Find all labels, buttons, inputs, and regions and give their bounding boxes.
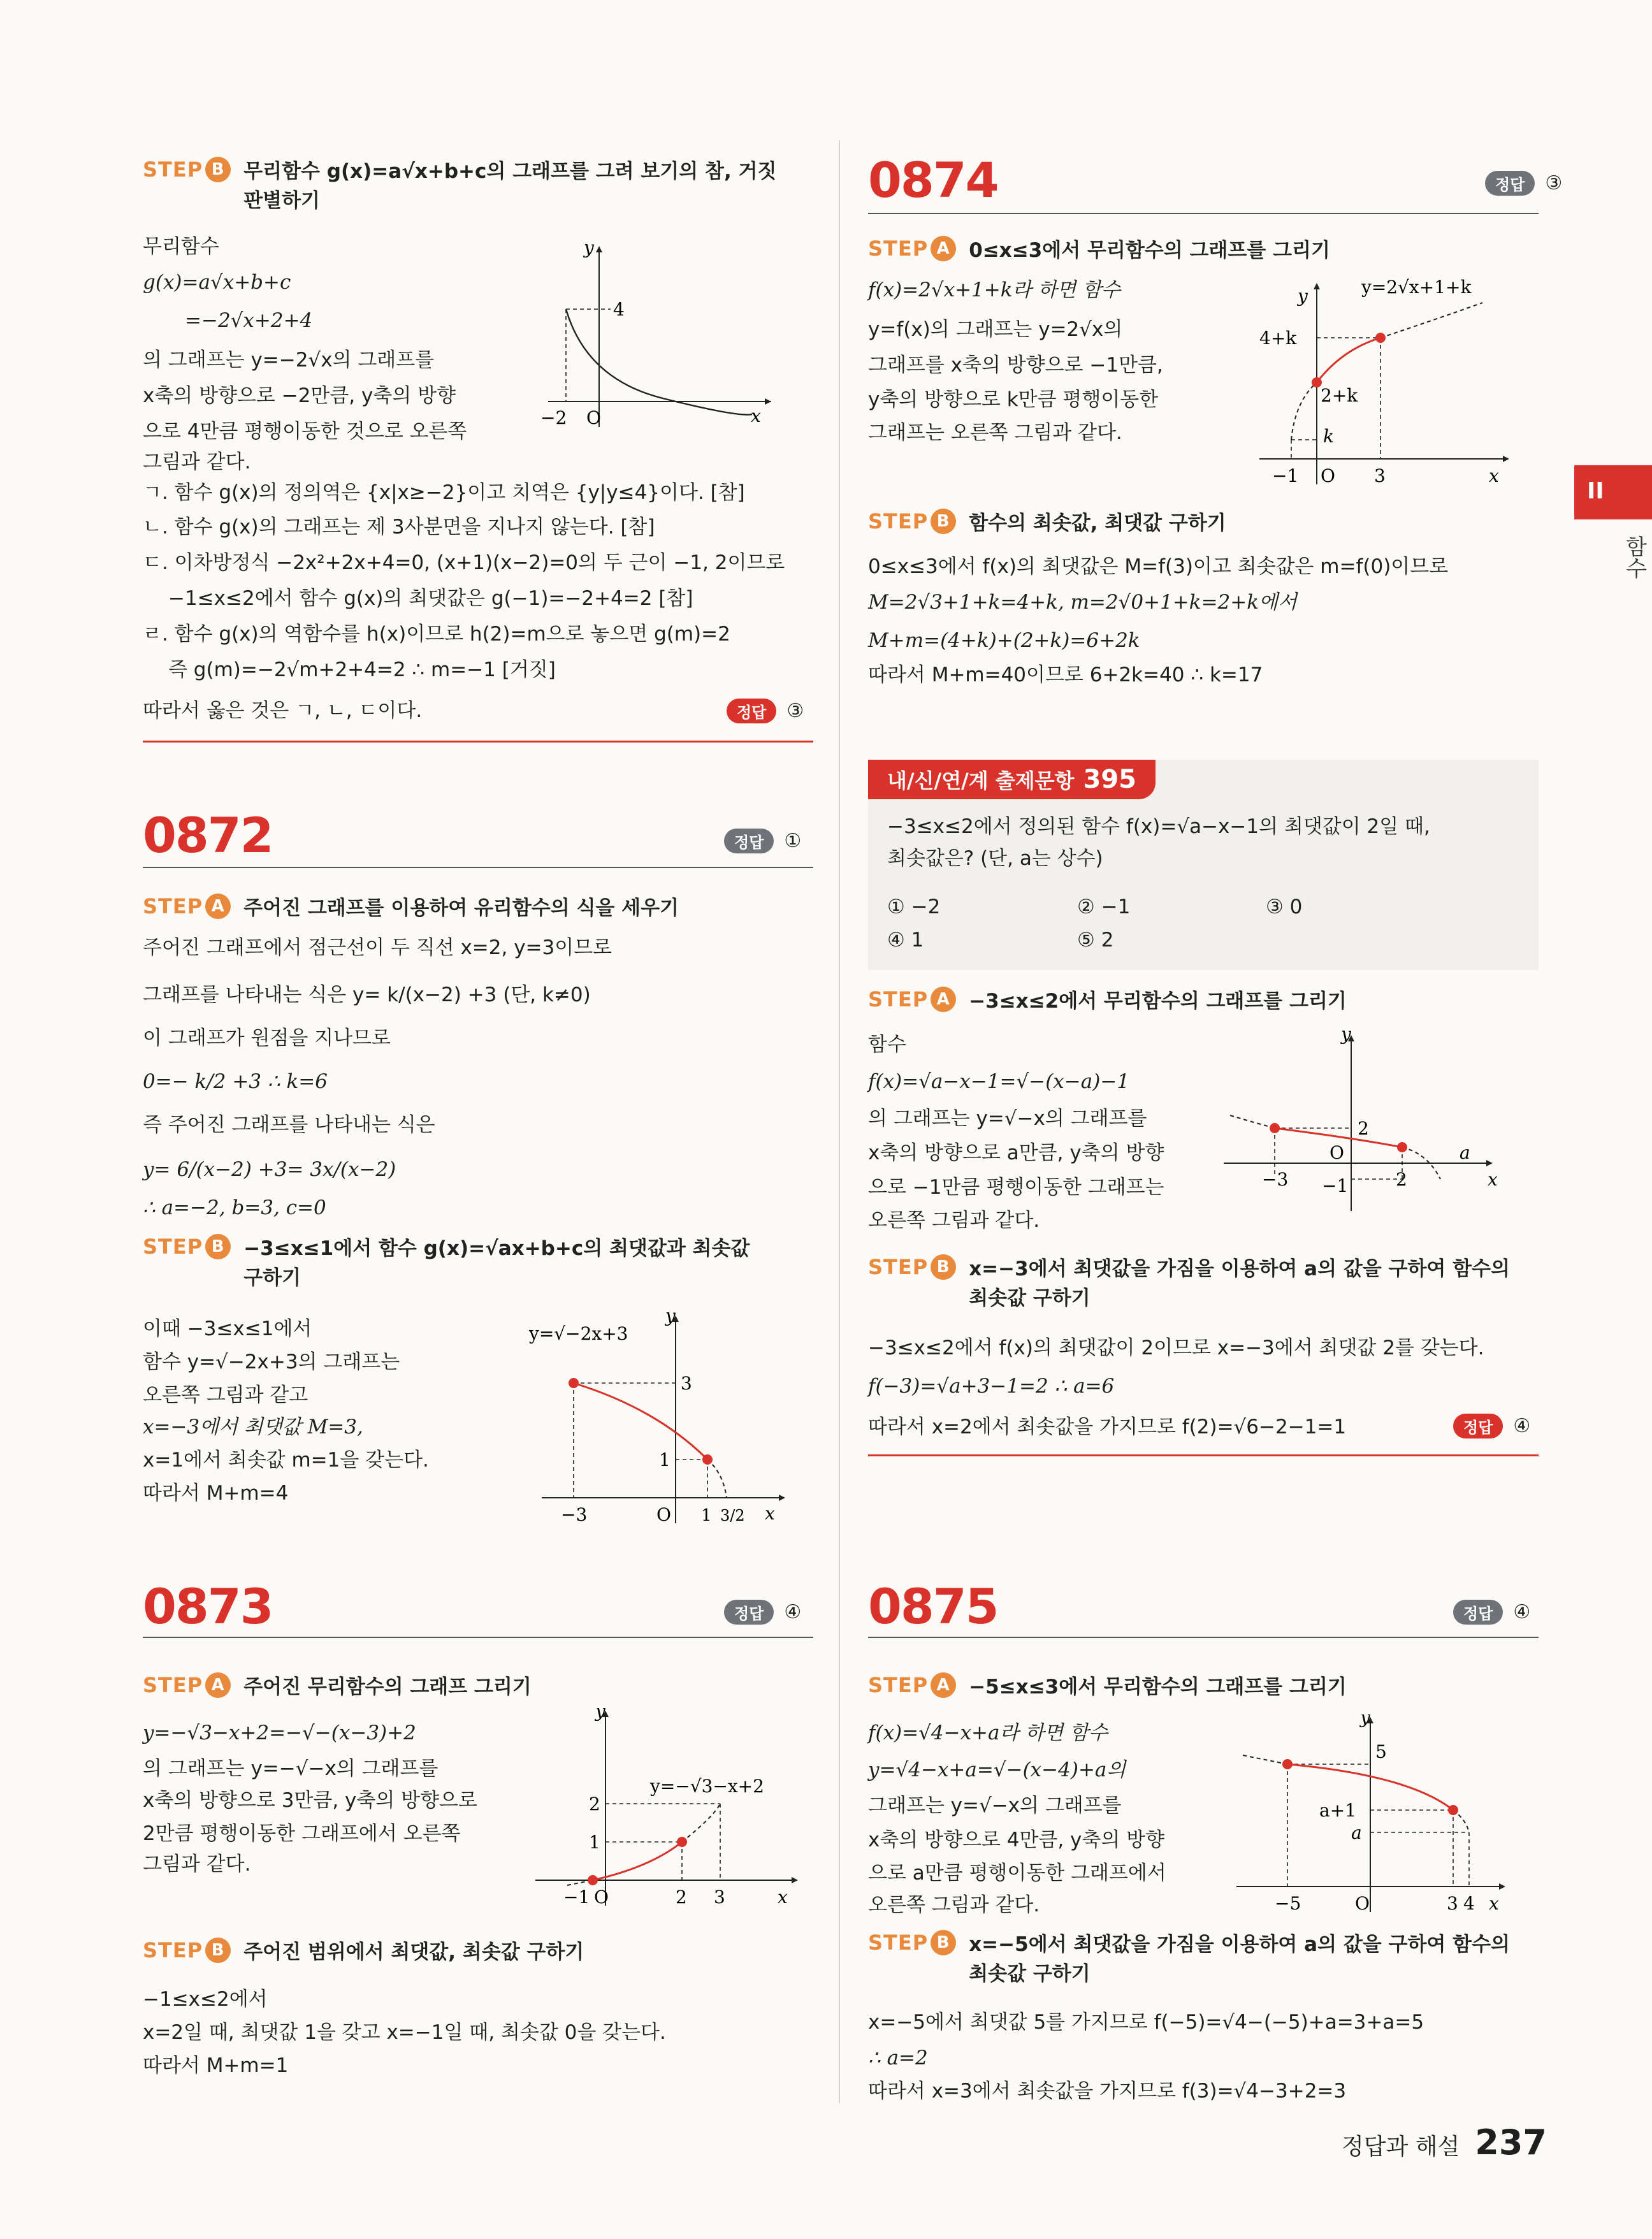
answer-badge: 정답 ③ (1485, 171, 1562, 196)
axis-x-label: x (1489, 465, 1499, 486)
tick-label: 3 (1374, 465, 1386, 486)
step-tag: STEP B (868, 1254, 956, 1280)
tick-label: 2 (676, 1887, 687, 1908)
curve-label: y=−√3−x+2 (650, 1776, 764, 1797)
answer-badge: 정답 ④ (1453, 1414, 1530, 1438)
step-title: −5≤x≤3에서 무리함수의 그래프를 그리기 (969, 1676, 1347, 1699)
text-line: 0≤x≤3에서 f(x)의 최댓값은 M=f(3)이고 최솟값은 m=f(0)이므로 (868, 555, 1449, 578)
tick-label: 3 (681, 1373, 692, 1394)
choice[interactable]: ⑤ 2 (1077, 929, 1114, 952)
step-title: x=−3에서 최댓값을 가짐을 이용하여 a의 값을 구하여 함수의 최솟값 구하기 (969, 1257, 1510, 1310)
formula-line: M=2√3+1+k=4+k, m=2√0+1+k=2+k에서 (868, 591, 1297, 614)
choice[interactable]: ④ 1 (887, 929, 924, 952)
text-line: 이 그래프가 원점을 지나므로 (143, 1027, 391, 1050)
step-tag: STEP A (143, 894, 231, 919)
p395-step-a (868, 987, 1347, 1016)
p0873-step-a (143, 1672, 532, 1702)
tick-label: 4 (613, 299, 625, 320)
tick-label: 3 (714, 1887, 725, 1908)
formula-line: ∴ a=−2, b=3, c=0 (143, 1196, 326, 1219)
footer-section: 정답과 해설 (1341, 2134, 1460, 2160)
formula-line: =−2√x+2+4 (185, 309, 313, 332)
formula-line: f(x)=√a−x−1=√−(x−a)−1 (868, 1070, 1130, 1093)
answer-badge: 정답 ③ (727, 699, 804, 723)
p395-step-b (868, 1254, 1510, 1313)
tick-label: a (1351, 1822, 1362, 1843)
formula-line: y=−√3−x+2=−√−(x−3)+2 (143, 1721, 416, 1744)
choice[interactable]: ③ 0 (1266, 895, 1303, 918)
p0875-step-b (868, 1930, 1510, 1989)
text-line: 오른쪽 그림과 같다. (868, 1894, 1040, 1917)
step-title: 0≤x≤3에서 무리함수의 그래프를 그리기 (969, 239, 1330, 262)
text-line: ㄷ. 이차방정식 −2x²+2x+4=0, (x+1)(x−2)=0의 두 근이 −1, 2이므로 (143, 551, 785, 574)
text-line: 의 그래프는 y=√−x의 그래프를 (868, 1107, 1147, 1130)
tick-label: a+1 (1319, 1800, 1356, 1821)
axis-x-label: x (778, 1887, 788, 1908)
tick-label: 5 (1375, 1741, 1387, 1762)
column-divider (839, 140, 840, 2103)
page-number: 237 (1475, 2122, 1547, 2163)
step-tag: STEP A (868, 236, 956, 261)
text-line: 의 그래프는 y=−√−x의 그래프를 (143, 1757, 438, 1780)
text-line: x축의 방향으로 3만큼, y축의 방향으로 (143, 1789, 477, 1812)
step-tag: STEP A (868, 987, 956, 1012)
text-line: x축의 방향으로 4만큼, y축의 방향 (868, 1829, 1165, 1851)
axis-y-label: y (1298, 286, 1308, 307)
formula-line: x=−3에서 최댓값 M=3, (143, 1416, 363, 1438)
text-line: −1≤x≤2에서 함수 g(x)의 최댓값은 g(−1)=−2+4=2 [참] (168, 587, 693, 610)
formula-line: y= 6/(x−2) +3= 3x/(x−2) (143, 1158, 396, 1181)
axis-y-label: y (1360, 1714, 1370, 1728)
text-line: 그래프는 오른쪽 그림과 같다. (868, 421, 1122, 444)
section-rule (143, 741, 813, 743)
text-line: 그래프를 나타내는 식은 y= k/(x−2) +3 (단, k≠0) (143, 983, 591, 1006)
text-line: 의 그래프는 y=−2√x의 그래프를 (143, 349, 435, 372)
graph-0872 (529, 1307, 797, 1536)
tick-label: −1 (563, 1887, 590, 1908)
p0874-step-b (868, 509, 1226, 538)
graph-0875 (1230, 1714, 1517, 1918)
tick-label: 2 (589, 1793, 600, 1815)
graph-0873 (523, 1708, 809, 1912)
step-tag: STEP B (868, 1930, 956, 1955)
step-tag: STEP A (868, 1672, 956, 1698)
tick-label: 4 (1463, 1893, 1475, 1914)
formula-line: f(x)=√4−x+a라 하면 함수 (868, 1721, 1108, 1744)
text-line: x=−5에서 최댓값 5를 가지므로 f(−5)=√4−(−5)+a=3+a=5 (868, 2011, 1424, 2034)
problem-number: 0875 (868, 1578, 998, 1635)
tick-label: a (1460, 1142, 1470, 1163)
tick-label: −1 (1272, 465, 1299, 486)
p0873-step-b (143, 1938, 584, 1967)
tick-label: −5 (1275, 1893, 1301, 1914)
formula-line: M+m=(4+k)+(2+k)=6+2k (868, 629, 1140, 652)
text-line: 그림과 같다. (143, 451, 251, 474)
text-line: 즉 g(m)=−2√m+2+4=2 ∴ m=−1 [거짓] (168, 658, 556, 681)
tick-label: 2+k (1321, 385, 1358, 406)
question-line: −3≤x≤2에서 정의된 함수 f(x)=√a−x−1의 최댓값이 2일 때, (887, 815, 1430, 838)
step-title: 주어진 그래프를 이용하여 유리함수의 식을 세우기 (243, 897, 679, 920)
step-tag: STEP B (143, 157, 231, 182)
text-line: 함수 (868, 1033, 906, 1056)
text-line: x축의 방향으로 a만큼, y축의 방향 (868, 1141, 1164, 1164)
tick-label: k (1323, 426, 1334, 447)
answer-badge: 정답 ① (724, 829, 801, 853)
formula-line: ∴ a=2 (868, 2047, 928, 2069)
axis-x-label: x (751, 405, 761, 426)
problem-number: 0873 (143, 1578, 273, 1635)
origin-label: O (1321, 465, 1335, 486)
text-line: 오른쪽 그림과 같고 (143, 1384, 308, 1407)
origin-label: O (594, 1887, 609, 1908)
section-rule (868, 1454, 1539, 1456)
text-line: 2만큼 평행이동한 그래프에서 오른쪽 (143, 1822, 461, 1845)
text-line: 따라서 M+m=4 (143, 1482, 289, 1505)
text-line: 따라서 x=3에서 최솟값을 가지므로 f(3)=√4−3+2=3 (868, 2080, 1347, 2103)
formula-line: y=√4−x+a=√−(x−4)+a의 (868, 1758, 1126, 1781)
formula-line: f(x)=2√x+1+k라 하면 함수 (868, 279, 1120, 301)
text-line: 따라서 M+m=40이므로 6+2k=40 ∴ k=17 (868, 663, 1263, 686)
axis-y-label: y (595, 1708, 605, 1721)
tick-label: 4+k (1259, 328, 1297, 349)
graph-0871 (535, 242, 778, 433)
step-title: 주어진 범위에서 최댓값, 최솟값 구하기 (243, 1941, 584, 1964)
text-line: ㄹ. 함수 g(x)의 역함수를 h(x)이므로 h(2)=m으로 놓으면 g(m)=2 (143, 623, 730, 646)
tick-label: 2 (1358, 1118, 1369, 1139)
text-line: 으로 a만큼 평행이동한 그래프에서 (868, 1862, 1166, 1885)
text-line: y=f(x)의 그래프는 y=2√x의 (868, 318, 1123, 341)
graph-395 (1217, 1026, 1517, 1217)
step-tag: STEP B (868, 509, 956, 534)
axis-y-label: y (1341, 1026, 1351, 1045)
text-line: x=1에서 최솟값 m=1을 갖는다. (143, 1449, 429, 1472)
chapter-label: 함수 (1621, 535, 1647, 579)
text-line: 함수 y=√−2x+3의 그래프는 (143, 1351, 400, 1373)
graph-0874 (1253, 274, 1521, 497)
tick-label: 3/2 (720, 1507, 745, 1525)
problem-number: 0874 (868, 152, 998, 208)
tick-label: 3 (1447, 1893, 1458, 1914)
choice[interactable]: ② −1 (1077, 895, 1131, 918)
text-line: 으로 −1만큼 평행이동한 그래프는 (868, 1176, 1164, 1199)
text-line: 으로 4만큼 평행이동한 것으로 오른쪽 (143, 420, 467, 443)
tick-label: −1 (1322, 1175, 1349, 1196)
problem-rule (143, 867, 813, 868)
text-line: 그림과 같다. (143, 1853, 251, 1876)
tick-label: −2 (540, 407, 567, 428)
choice[interactable]: ① −2 (887, 895, 941, 918)
origin-label: O (586, 407, 601, 428)
step-tag: STEP B (143, 1234, 231, 1259)
p0875-step-a (868, 1672, 1347, 1702)
text-line: 그래프를 x축의 방향으로 −1만큼, (868, 354, 1163, 377)
step-title: x=−5에서 최댓값을 가짐을 이용하여 a의 값을 구하여 함수의 최솟값 구하기 (969, 1933, 1510, 1985)
text-line: 무리함수 (143, 235, 219, 258)
curve-label: y=√−2x+3 (529, 1323, 628, 1344)
axis-y-label: y (665, 1307, 676, 1326)
page-footer (1342, 2122, 1547, 2163)
problem-number: 0872 (143, 807, 273, 864)
problem-rule (868, 1637, 1539, 1638)
tick-label: −3 (561, 1504, 588, 1525)
text-line: −3≤x≤2에서 f(x)의 최댓값이 2이므로 x=−3에서 최댓값 2를 갖는다. (868, 1337, 1484, 1359)
formula-line: 0=− k/2 +3 ∴ k=6 (143, 1070, 328, 1093)
text-line: x축의 방향으로 −2만큼, y축의 방향 (143, 384, 456, 407)
tick-label: 1 (701, 1506, 712, 1525)
p0872-step-b (143, 1234, 750, 1293)
p0872-step-a (143, 894, 679, 923)
step-tag: STEP B (143, 1938, 231, 1963)
text-line: 따라서 M+m=1 (143, 2054, 289, 2077)
step-tag: STEP A (143, 1672, 231, 1698)
text-line: x=2일 때, 최댓값 1을 갖고 x=−1일 때, 최솟값 0을 갖는다. (143, 2021, 666, 2044)
axis-x-label: x (1488, 1169, 1498, 1190)
text-line: 따라서 x=2에서 최솟값을 가지므로 f(2)=√6−2−1=1 (868, 1416, 1347, 1438)
answer-badge: 정답 ④ (1453, 1600, 1530, 1625)
chapter-tab[interactable]: II (1574, 465, 1652, 519)
tick-label: 2 (1396, 1169, 1407, 1190)
text-line: 따라서 옳은 것은 ㄱ, ㄴ, ㄷ이다. (143, 699, 423, 722)
text-line: 그래프는 y=√−x의 그래프를 (868, 1794, 1122, 1817)
step-title: 주어진 무리함수의 그래프 그리기 (243, 1676, 532, 1699)
step-title: −3≤x≤2에서 무리함수의 그래프를 그리기 (969, 990, 1347, 1013)
text-line: 주어진 그래프에서 점근선이 두 직선 x=2, y=3이므로 (143, 936, 612, 959)
problem-rule (868, 213, 1539, 214)
problem-rule (143, 1637, 813, 1638)
text-line: 이때 −3≤x≤1에서 (143, 1317, 312, 1340)
text-line: −1≤x≤2에서 (143, 1988, 268, 2011)
origin-label: O (656, 1504, 671, 1525)
text-line: ㄱ. 함수 g(x)의 정의역은 {x|x≥−2}이고 치역은 {y|y≤4}이다. [참] (143, 481, 745, 504)
formula-line: f(−3)=√a+3−1=2 ∴ a=6 (868, 1375, 1115, 1398)
axis-y-label: y (584, 242, 594, 258)
p0871-step-b (143, 157, 776, 215)
origin-label: O (1355, 1893, 1370, 1914)
text-line: 오른쪽 그림과 같다. (868, 1209, 1040, 1232)
tick-label: 1 (659, 1449, 670, 1470)
origin-label: O (1330, 1142, 1344, 1163)
text-line: 즉 주어진 그래프를 나타내는 식은 (143, 1113, 435, 1136)
text-line: y축의 방향으로 k만큼 평행이동한 (868, 388, 1159, 411)
tick-label: −3 (1262, 1169, 1289, 1190)
answer-badge: 정답 ④ (724, 1600, 801, 1625)
formula-line: g(x)=a√x+b+c (143, 271, 291, 294)
step-title: −3≤x≤1에서 함수 g(x)=√ax+b+c의 최댓값과 최솟값 구하기 (243, 1237, 750, 1289)
p0874-step-a (868, 236, 1330, 265)
axis-x-label: x (765, 1503, 775, 1524)
tick-label: 1 (589, 1832, 600, 1853)
question-line: 최솟값은? (단, a는 상수) (887, 847, 1103, 870)
step-title: 함수의 최솟값, 최댓값 구하기 (969, 512, 1226, 535)
curve-label: y=2√x+1+k (1361, 277, 1472, 298)
step-title: 무리함수 g(x)=a√x+b+c의 그래프를 그려 보기의 참, 거짓 판별하기 (243, 160, 777, 212)
axis-x-label: x (1489, 1893, 1499, 1914)
text-line: ㄴ. 함수 g(x)의 그래프는 제 3사분면을 지나지 않는다. [참] (143, 516, 655, 539)
naesin-banner: 내/신/연/계 출제문항 395 (868, 760, 1156, 799)
